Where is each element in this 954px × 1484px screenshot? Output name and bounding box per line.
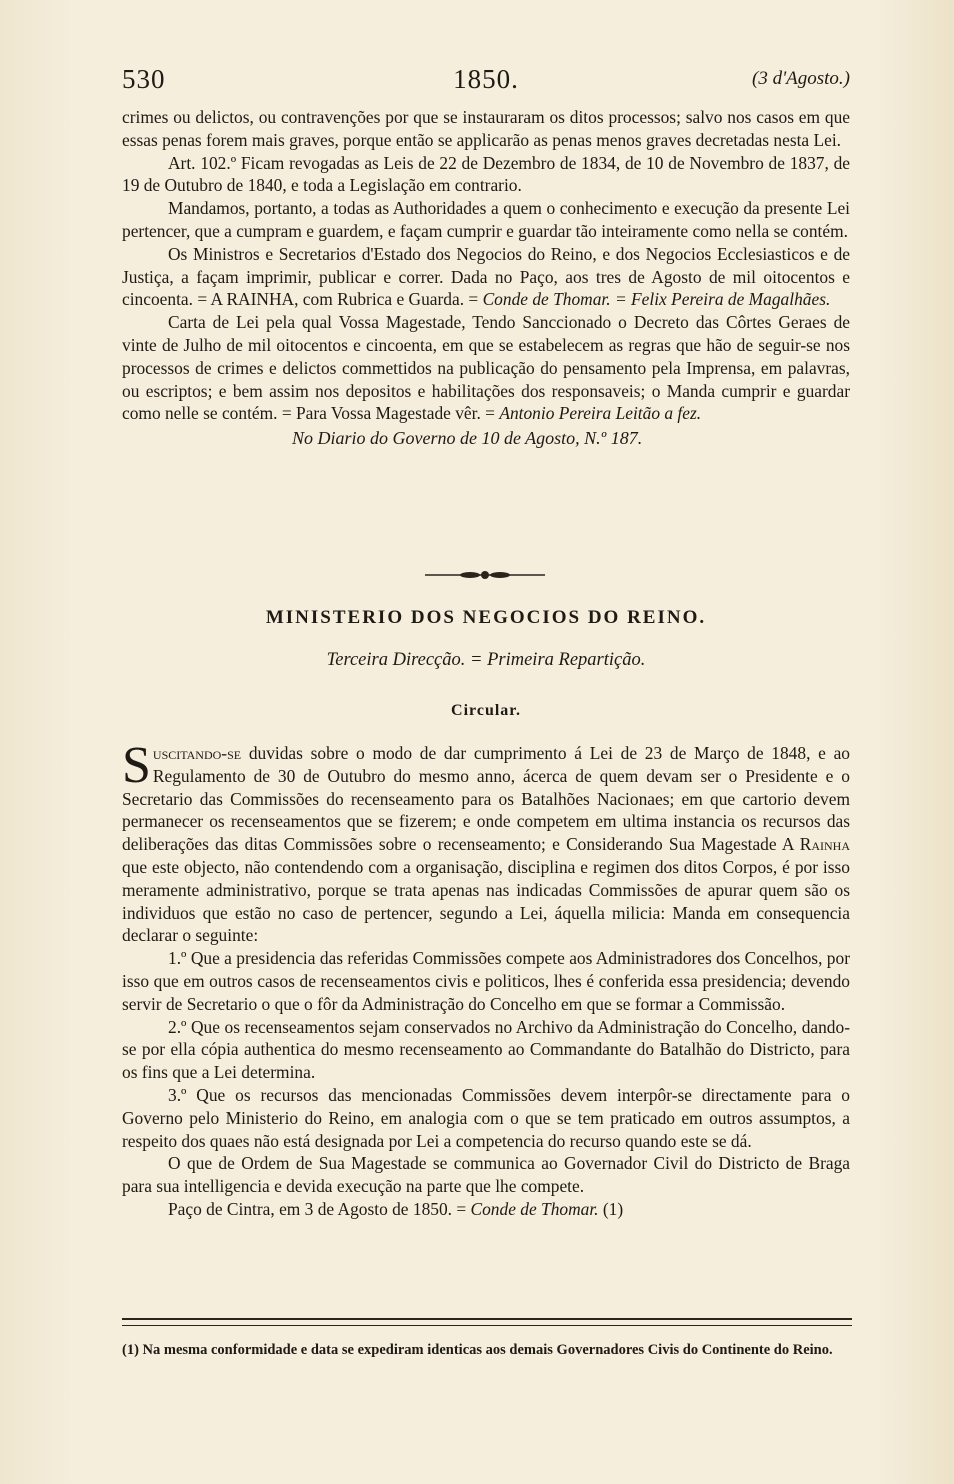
law-conclusion-block xyxy=(122,106,850,450)
rainha-word: Rainha xyxy=(799,834,850,855)
footnote-rule xyxy=(122,1318,852,1320)
source-citation: No Diario do Governo de 10 de Agosto, N.º 187. xyxy=(292,428,643,449)
signature: Antonio Pereira Leitão a fez. xyxy=(499,403,702,424)
paragraph: crimes ou delictos, ou contravenções por que se instauraram os ditos processos; salvo nos casos em que essas penas forem mais graves, porque então se applicarão as penas menos graves decretadas nesta Lei. xyxy=(122,107,850,150)
footnote-rule-thin xyxy=(122,1325,852,1326)
place-date-line xyxy=(122,1198,850,1221)
item-2: 2.º Que os recenseamentos sejam conservados no Archivo da Administração do Concelho, dando-se por ella cópia authentica do mesmo recenseamento ao Commandante do Batalhão do Districto, para os fins que a Lei determina. xyxy=(122,1016,850,1083)
page-number: 530 xyxy=(122,64,166,94)
running-year: 1850. xyxy=(453,64,519,94)
footnote: (1) Na mesma conformidade e data se expediram identicas aos demais Governadores Civis do Continente do Reino. xyxy=(122,1342,833,1358)
circular-body xyxy=(122,737,850,1221)
lead-word: uscitando-se xyxy=(152,743,242,763)
paragraph xyxy=(122,311,850,425)
paragraph-text: que este objecto, não contendendo com a organisação, disciplina e regimen dos ditos Corpos, é por isso meramente administrativo, porque se trata apenas nas indicadas Commissões de apurar quem são os individuos que estão no caso de pertencer, segundo a Lei, áquella milicia: Manda em consequencia declarar o seguinte: xyxy=(122,856,850,946)
item-1: 1.º Que a presidencia das referidas Commissões compete aos Administradores dos Concelhos, por isso que em outros casos de recenseamentos civis e politicos, lhes é conferida essa presidencia; devendo servir de Secretario o que o fôr da Administração do Concelho em que se formar a Commissão. xyxy=(122,948,850,1014)
paragraph: Mandamos, portanto, a todas as Authoridades a quem o conhecimento e execução da presente Lei pertencer, que a cumpram e guardem, e façam cumprir e guardar tão inteiramente como nella se contém. xyxy=(122,198,850,241)
footnote-ref: (1) xyxy=(598,1198,624,1219)
paragraph-text: duvidas sobre o modo de dar cumprimento á Lei de 23 de Março de 1848, e ao Regulamento de 30 de Outubro do mesmo anno, ácerca de quem devam ser o Presidente e o Secretario das Commissões do recenseamento para os Batalhões Nacionaes; em que cartorio devem permanecer os recenseamentos que se fizerem; e onde competem em ultima instancia os recursos das deliberações das ditas Commissões sobre o recenseamento; e Considerando Sua Magestade A xyxy=(122,743,850,855)
paragraph: O que de Ordem de Sua Magestade se communica ao Governador Civil do Districto de Braga para sua intelligencia e devida execução na parte que lhe compete. xyxy=(122,1153,850,1197)
signatures: Conde de Thomar. = Felix Pereira de Magalhães. xyxy=(482,289,831,310)
paragraph-text: Os Ministros e Secretarios d'Estado dos Negocios do Reino, e dos Negocios Ecclesiasticos e de Justiça, a façam imprimir, publicar e correr. Dada no Paço, aos tres de Agosto de mil oitocentos e cincoenta. = A RAINHA, com Rubrica e Guarda. = xyxy=(122,243,850,310)
opening-paragraph xyxy=(122,737,850,947)
article-102: Art. 102.º Ficam revogadas as Leis de 22 de Dezembro de 1834, de 10 de Novembro de 1837, de 19 de Outubro de 1840, e toda a Legislação em contrario. xyxy=(122,152,850,196)
department-subheading: Terceira Direcção. = Primeira Repartição. xyxy=(326,650,646,670)
drop-cap: S xyxy=(122,737,151,794)
running-date: (3 d'Agosto.) xyxy=(752,68,850,89)
paragraph xyxy=(122,243,850,311)
signature: Conde de Thomar. xyxy=(470,1198,599,1219)
ministry-heading: MINISTERIO DOS NEGOCIOS DO REINO. xyxy=(265,607,707,628)
place-date: Paço de Cintra, em 3 de Agosto de 1850. = xyxy=(168,1198,471,1219)
circular-heading: Circular. xyxy=(451,702,521,719)
item-3: 3.º Que os recursos das mencionadas Commissões devem interpôr-se directamente para o Governo pelo Ministerio do Reino, em analogia com o que se tem praticado em outros assumptos, a respeito dos quaes não está designada por Lei a competencia do recurso quando este se dá. xyxy=(122,1084,850,1151)
paragraph-text: Carta de Lei pela qual Vossa Magestade, Tendo Sanccionado o Decreto das Côrtes Geraes de vinte de Julho de mil oitocentos e cincoenta, em que se estabelecem as regras que hão de seguir-se nos processos de crimes e delictos commettidos na publicação do pensamento pela Imprensa, em palavras, ou escriptos; e bem assim nos depositos e habilitações dos responsaveis; o Manda cumprir e guardar como nelle se contém. = Para Vossa Magestade vêr. = xyxy=(122,312,850,424)
page-header xyxy=(122,64,850,98)
ornament-divider xyxy=(425,568,545,582)
